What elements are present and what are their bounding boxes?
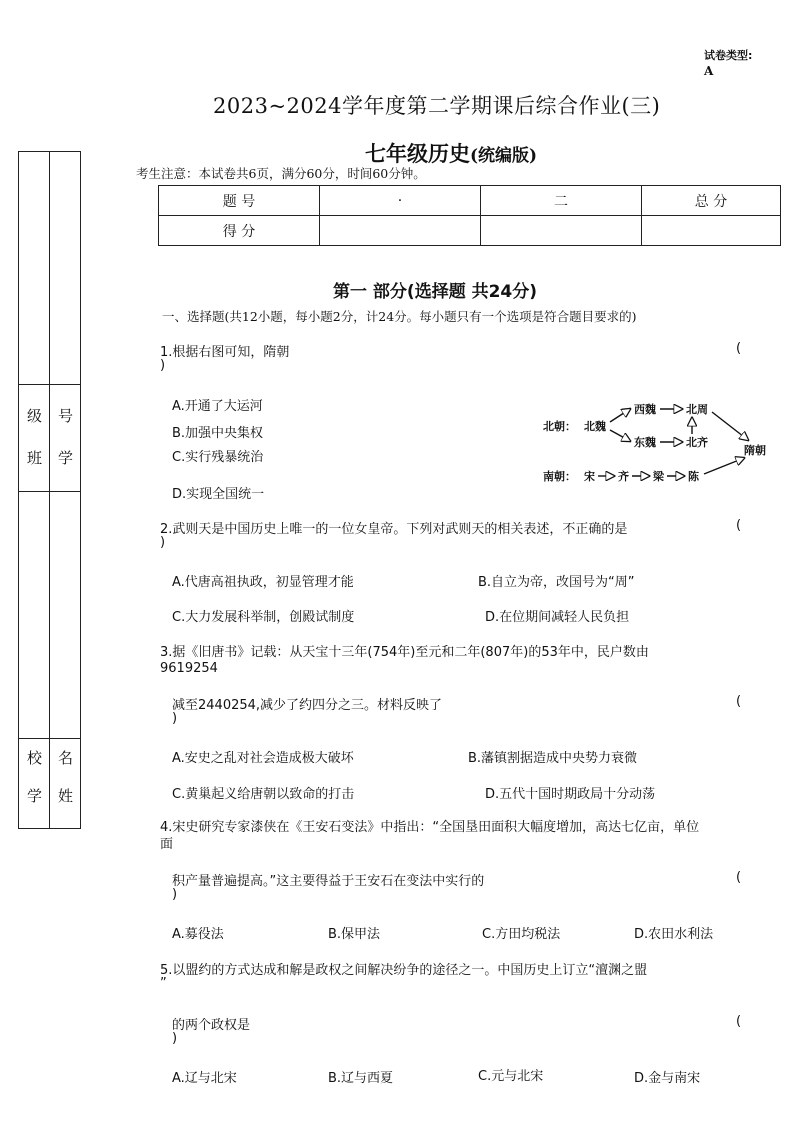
score-cell: 二 [481,186,642,216]
score-cell: 得 分 [159,216,320,246]
option-c[interactable]: C.大力发展科举制，创殿试制度 [172,610,355,625]
option-c[interactable]: C.方田均税法 [482,927,561,942]
option-b[interactable]: B.藩镇割据造成中央势力衰微 [468,751,638,766]
north-dynasties-label: 北朝： [543,420,576,433]
answer-paren-close: ) [172,887,178,902]
subject-main: 七年级历史 [365,142,470,166]
dynasty-diagram [540,396,780,488]
option-c[interactable]: C.实行残暴统治 [172,450,264,465]
node-xiwei: 西魏 [634,403,656,416]
page-title: 2023~2024学年度第二学期课后综合作业(三) [213,94,661,118]
answer-paren-open: ( [736,518,742,533]
answer-paren-close: ) [172,1031,178,1046]
option-b[interactable]: B.辽与西夏 [328,1071,394,1086]
question-5-stem-wrap: ” [160,976,167,991]
answer-paren-open: ( [736,1014,742,1029]
node-liang: 梁 [653,470,664,483]
answer-paren-open: ( [736,341,742,356]
node-sui: 隋朝 [744,444,766,457]
option-d[interactable]: D.农田水利法 [634,927,714,942]
answer-paren-close: ) [160,535,166,550]
school-label-char: 校 [27,749,43,767]
paper-type-value: A [704,64,714,78]
answer-paren-close: ) [160,358,166,373]
answer-paren-close: ) [172,711,178,726]
node-beiwei: 北魏 [584,420,606,433]
question-3-stem: 3.据《旧唐书》记载：从天宝十三年(754年)至元和二年(807年)的53年中，民户数由 [160,645,649,660]
question-4-stem: 4.宋史研究专家漆侠在《王安石变法》中指出：“全国垦田面积大幅度增加，高达七亿亩，单位 [160,820,700,835]
number-label-char: 学 [58,449,74,467]
node-dongwei: 东魏 [634,436,656,449]
class-label-char: 级 [27,407,43,425]
node-beiqi: 北齐 [686,436,708,449]
sidebar-blank-cell [49,491,81,739]
node-song: 宋 [584,470,595,483]
sidebar-blank-cell [18,151,50,385]
score-entry-1[interactable] [320,216,481,246]
question-4-stem-cont: 积产量普遍提高。”这主要得益于王安石在变法中实行的 [172,874,485,889]
question-4-stem-wrap: 面 [160,837,174,852]
score-cell: 题 号 [159,186,320,216]
question-3-stem-wrap: 9619254 [160,661,218,676]
arrow-icon [704,458,744,474]
node-beizhou: 北周 [686,403,708,416]
score-table [158,185,781,246]
student-number-field[interactable] [49,384,81,492]
paper-type-label: 试卷类型: [704,49,753,62]
question-5-stem: 5.以盟约的方式达成和解是政权之间解决纷争的途径之一。中国历史上订立“澶渊之盟 [160,963,648,978]
subject-edition: (统编版) [470,146,538,166]
arrow-icon [610,409,630,422]
option-a[interactable]: A.开通了大运河 [172,399,263,414]
arrow-icon [712,412,748,440]
diagram-arrows [598,409,748,476]
name-label-char: 姓 [58,787,74,805]
arrow-icon [610,430,630,441]
name-label-char: 名 [58,749,74,767]
answer-paren-open: ( [736,870,742,885]
question-1-stem: 1.根据右图可知，隋朝 [160,345,290,360]
option-a[interactable]: A.代唐高祖执政，初显管理才能 [172,575,354,590]
option-d[interactable]: D.实现全国统一 [172,487,265,502]
score-cell: · [320,186,481,216]
answer-paren-open: ( [736,694,742,709]
question-5-stem-cont: 的两个政权是 [172,1018,251,1033]
score-entry-2[interactable] [481,216,642,246]
node-qi: 齐 [618,470,629,483]
question-2-stem: 2.武则天是中国历史上唯一的一位女皇帝。下列对武则天的相关表述，不正确的是 [160,522,628,537]
class-field[interactable] [18,384,50,492]
student-info-sidebar [18,151,81,829]
option-d[interactable]: D.在位期间减轻人民负担 [485,610,630,625]
sidebar-blank-cell [49,151,81,385]
score-table-header-row [159,186,781,216]
score-cell: 总 分 [642,186,781,216]
question-3-stem-cont: 减至2440254,减少了约四分之三。材料反映了 [172,698,443,713]
node-chen: 陈 [688,470,699,483]
option-c[interactable]: C.元与北宋 [478,1069,544,1084]
option-b[interactable]: B.保甲法 [328,927,381,942]
option-b[interactable]: B.自立为帝，改国号为“周” [478,575,635,590]
school-label-char: 学 [27,787,43,805]
option-a[interactable]: A.辽与北宋 [172,1071,237,1086]
section-instruction: 一、选择题(共12小题，每小题2分，计24分。每小题只有一个选项是符合题目要求的) [162,309,637,324]
option-a[interactable]: A.安史之乱对社会造成极大破坏 [172,751,354,766]
option-b[interactable]: B.加强中央集权 [172,426,264,441]
score-table-score-row [159,216,781,246]
option-a[interactable]: A.募役法 [172,927,224,942]
section-title: 第一 部分(选择题 共24分) [333,282,538,302]
option-d[interactable]: D.金与南宋 [634,1071,701,1086]
class-label-char: 班 [27,449,43,467]
exam-notice: 考生注意：本试卷共6页，满分60分，时间60分钟。 [136,166,426,181]
option-c[interactable]: C.黄巢起义给唐朝以致命的打击 [172,787,355,802]
score-entry-total[interactable] [642,216,781,246]
sidebar-blank-cell [18,491,50,739]
option-d[interactable]: D.五代十国时期政局十分动荡 [485,787,656,802]
south-dynasties-label: 南朝： [543,470,576,483]
number-label-char: 号 [58,407,74,425]
